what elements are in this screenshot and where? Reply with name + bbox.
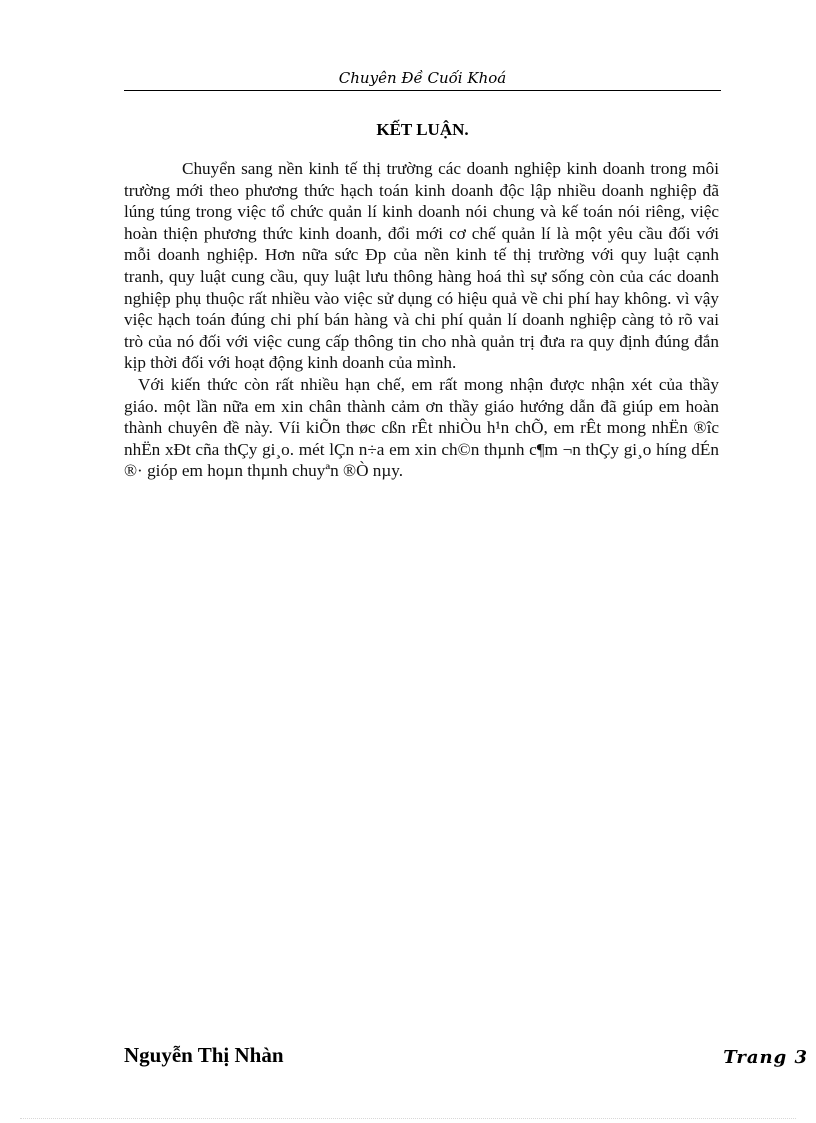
- paragraph: Chuyển sang nền kinh tế thị trường các doanh nghiệp kinh doanh trong môi trường mới theo phương thức hạch toán kinh doanh độc lập nhiều doanh nghiệp đã lúng túng trong việc tổ chức quản lí kinh doanh nói chung và kế toán nói riêng, việc hoàn thiện phương thức kinh doanh, đổi mới cơ chế quản lí là một yêu cầu đối với mỗi doanh nghiệp. Hơn nữa sức Đp của nền kinh tế thị trường với quy luật cạnh tranh, quy luật cung cầu, quy luật lưu thông hàng hoá thì sự sống còn của các doanh nghiệp phụ thuộc rất nhiều vào việc sử dụng có hiệu quả về chi phí hay không. vì vậy việc hạch toán đúng chi phí bán hàng và chi phí quản lí doanh nghiệp càng tỏ rõ vai trò của nó đối với việc cung cấp thông tin cho nhà quản trị đưa ra quy định đúng đắn kịp thời đối với hoạt động kinh doanh của mình.: [124, 159, 719, 373]
- section-title: KẾT LUẬN.: [376, 120, 469, 139]
- footer-page-number: Trang 3: [723, 1047, 808, 1068]
- body-text: [124, 158, 719, 482]
- running-header: Chuyên Đề Cuối Khoá: [124, 66, 721, 91]
- footer-author: Nguyễn Thị Nhàn: [124, 1043, 284, 1067]
- paragraph: Với kiến thức còn rất nhiều hạn chế, em rất mong nhận được nhận xét của thầy giáo. một lần nữa em xin chân thành cảm ơn thầy giáo hướng dẫn đã giúp em hoàn thành chuyên đề này. Víi kiÕn thøc cßn rÊt nhiÒu h¹n chÕ, em rÊt mong nhËn ®îc nhËn xÐt cña thÇy gi¸o. mét lÇn n÷a em xin ch©n thµnh c¶m ¬n thÇy gi¸o híng dÉn ®· gióp em hoµn thµnh chuyªn ®Ò nµy.: [124, 374, 719, 481]
- page-divider: [20, 1118, 796, 1119]
